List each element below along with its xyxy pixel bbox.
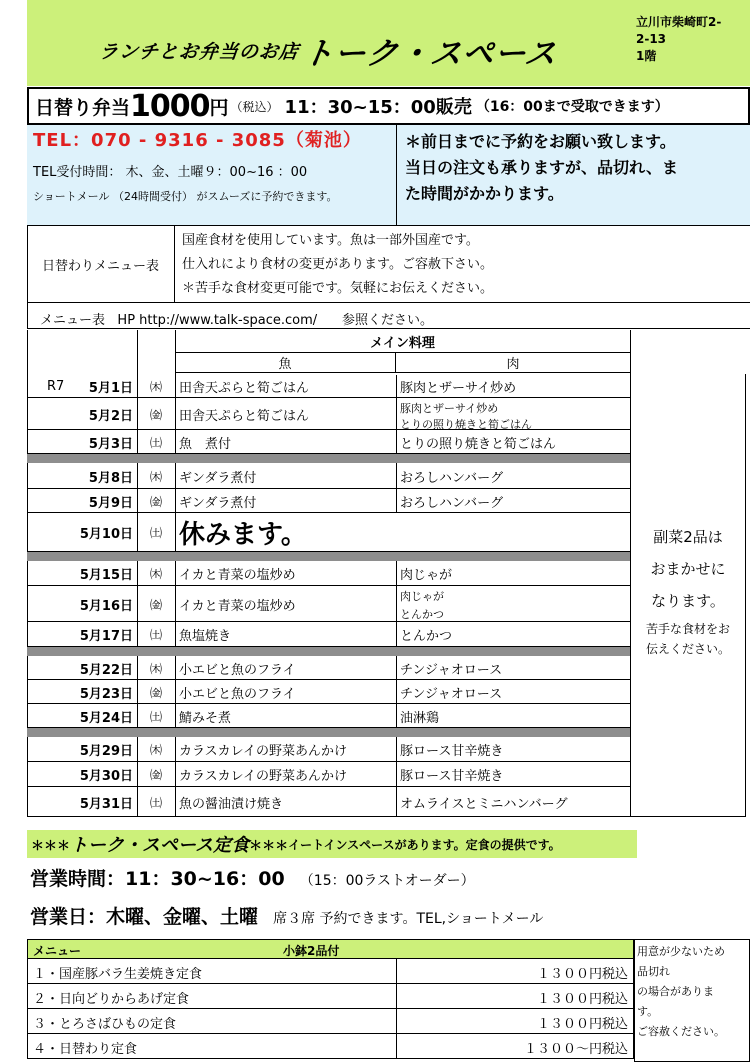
table-col-line	[396, 489, 397, 513]
row-meat: 豚肉とザーサイ炒め	[400, 381, 517, 396]
row-meat-alt: とんかつ	[400, 608, 444, 621]
row-date: 5月8日	[88, 470, 133, 486]
row-fish: イカと青菜の塩炒め	[179, 598, 296, 614]
row-day: ㈯	[149, 435, 162, 450]
side-line: おまかせに	[650, 560, 726, 578]
note-line: す。	[637, 1005, 659, 1018]
week-separator	[27, 552, 630, 561]
note-line: 品切れ	[637, 965, 670, 978]
price-label: 日替り弁当	[35, 96, 131, 119]
row-meat: おろしハンバーグ	[400, 470, 504, 486]
row-date: 5月9日	[88, 495, 133, 511]
row-fish: 田舎天ぷらと筍ごはん	[179, 381, 310, 396]
table-col-line	[396, 586, 397, 622]
row-date: 5月10日	[79, 527, 133, 542]
memo-text	[182, 229, 493, 301]
memo-label: 日替わりメニュー表	[27, 225, 175, 303]
table-col-line	[630, 330, 631, 375]
set-menu-header	[27, 939, 634, 959]
hp-url[interactable]: HP http://www.talk-space.com/	[117, 313, 318, 328]
table-col-line	[396, 375, 397, 398]
price-line	[27, 87, 750, 125]
memo-line: ＊苦手な食材変更可能です。気軽にお伝えください。	[182, 281, 493, 296]
set-menu-header-sub: 小鉢2品付	[283, 944, 340, 958]
notice-line: 当日の注文も承りますが、品切れ、ま	[405, 158, 678, 177]
table-col-line	[175, 330, 176, 817]
set-menu-name: ３・とろさばひもの定食	[33, 1017, 177, 1032]
meat-header: 肉	[396, 352, 630, 373]
notice-line: た時間がかかります。	[405, 184, 564, 203]
set-menu-row	[27, 1034, 634, 1059]
table-col-line	[396, 463, 397, 489]
row-date: 5月16日	[79, 598, 133, 614]
table-col-line	[396, 430, 397, 454]
row-date: 5月24日	[79, 710, 133, 726]
seats-note: 席３席 予約できます。TEL,ショートメール	[273, 911, 544, 927]
hours-label: 営業時間：11：30~16：00	[30, 868, 285, 890]
row-fish: 魚塩焼き	[179, 629, 232, 644]
table-col-line	[396, 737, 397, 762]
price-value: 1000	[130, 88, 210, 124]
contact-box	[27, 125, 396, 225]
row-meat-alt: とりの照り焼きと筍ごはん	[400, 418, 532, 431]
business-hours	[30, 864, 475, 891]
table-col-line	[396, 959, 397, 983]
row-meat: 肉じゃが	[400, 568, 453, 583]
side-line: 伝えください。	[645, 642, 730, 656]
row-day: ㈮	[149, 768, 162, 782]
price-tax: （税込）	[230, 99, 279, 114]
teishoku-name: トーク・スペース定食	[70, 835, 250, 856]
table-col-line	[396, 1009, 397, 1033]
address-line: 1階	[636, 49, 657, 63]
row-day: ㈭	[149, 743, 162, 757]
row-fish: カラスカレイの野菜あんかけ	[179, 769, 347, 784]
row-day: ㈮	[149, 597, 162, 612]
row-date: 5月29日	[79, 744, 133, 759]
table-col-line	[396, 704, 397, 728]
set-menu-row	[27, 1009, 634, 1034]
row-date: 5月22日	[79, 662, 133, 678]
set-menu-name: ４・日替わり定食	[33, 1042, 138, 1057]
set-menu-header-label: メニュー	[33, 944, 82, 958]
set-menu-name: １・国産豚バラ生姜焼き定食	[33, 967, 203, 982]
teishoku-desc: イートインスペースがあります。定食の提供です。	[288, 837, 561, 852]
business-days	[30, 902, 543, 929]
sms-note: ショートメール （24時間受付） がスムーズに予約できます。	[33, 190, 338, 203]
row-meat: 豚肉とザーサイ炒め	[400, 402, 499, 415]
teishoku-banner	[27, 830, 637, 858]
week-separator	[27, 454, 630, 463]
row-date: 5月1日	[88, 381, 133, 396]
hp-label: メニュー表	[40, 313, 106, 328]
table-col-line	[396, 561, 397, 586]
row-fish: イカと青菜の塩炒め	[179, 568, 296, 583]
row-day: ㈮	[149, 407, 162, 422]
row-day: ㈭	[149, 567, 162, 581]
note-line: ご容赦ください。	[637, 1025, 725, 1038]
set-menu-price: １３００円税込	[536, 1017, 628, 1032]
row-date: 5月2日	[88, 408, 133, 424]
row-meat: 油淋鶏	[400, 710, 440, 726]
shop-subtitle: ランチとお弁当のお店	[97, 40, 301, 63]
stars-left: ＊＊＊	[31, 838, 71, 854]
row-meat: 豚ロース甘辛焼き	[400, 744, 504, 759]
row-fish: カラスカレイの野菜あんかけ	[179, 744, 347, 759]
row-day: ㈯	[149, 628, 162, 642]
row-fish: 魚 煮付	[179, 436, 232, 452]
row-meat: 豚ロース甘辛焼き	[400, 769, 504, 784]
row-day: ㈮	[149, 685, 162, 700]
top-band	[27, 0, 750, 14]
row-fish: 鯖みそ煮	[179, 710, 232, 726]
note-line: 用意が少ないため	[637, 945, 725, 958]
row-fish: 小エビと魚のフライ	[179, 662, 296, 678]
notice-line: ＊前日までに予約をお願い致します。	[405, 132, 676, 151]
table-col-line	[396, 1034, 397, 1058]
row-day: ㈯	[149, 795, 162, 810]
side-line: 苦手な食材をお	[645, 622, 730, 636]
set-menu-row	[27, 959, 634, 984]
row-meat: チンジャオロース	[400, 686, 503, 702]
row-date: 5月17日	[79, 629, 133, 644]
week-separator	[27, 647, 630, 656]
tel-hours: TEL受付時間： 木、金、土曜９：00~16 ：00	[33, 165, 308, 180]
week-separator	[27, 728, 630, 737]
row-fish: 田舎天ぷらと筍ごはん	[179, 408, 310, 424]
days-label: 営業日：木曜、金曜、土曜	[30, 906, 259, 928]
row-meat: チンジャオロース	[400, 662, 503, 678]
row-day: ㈭	[149, 380, 162, 394]
shop-address	[630, 14, 750, 86]
table-col-line	[396, 762, 397, 787]
row-meat: オムライスとミニハンバーグ	[400, 796, 568, 812]
shop-title	[27, 14, 630, 86]
table-col-line	[396, 622, 397, 647]
table-col-line	[396, 656, 397, 680]
side-line: なります。	[651, 592, 725, 610]
row-date: 5月31日	[79, 796, 133, 812]
row-fish: ギンダラ煮付	[179, 470, 257, 486]
era-label: R7	[47, 379, 65, 394]
row-date: 5月15日	[79, 568, 133, 583]
main-dish-header: メイン料理	[370, 335, 435, 351]
row-day: ㈮	[149, 494, 162, 509]
last-order: （15：00ラストオーダー）	[299, 873, 475, 889]
row-date: 5月23日	[79, 686, 133, 702]
set-menu-name: ２・日向どりからあげ定食	[33, 992, 190, 1007]
memo-line: 国産食材を使用しています。魚は一部外国産です。	[182, 233, 479, 248]
row-meat: とりの照り焼きと筍ごはん	[400, 436, 557, 452]
row-day: ㈯	[149, 526, 162, 540]
price-yen: 円	[209, 96, 229, 119]
hp-suffix: 参照ください。	[341, 313, 433, 328]
set-menu-price: １３００～円税込	[523, 1042, 628, 1057]
address-line: 2-13	[636, 32, 667, 46]
reservation-notice	[396, 125, 750, 225]
row-meat: おろしハンバーグ	[400, 495, 504, 511]
note-line: の場合がありま	[637, 985, 714, 998]
set-menu-price: １３００円税込	[536, 967, 628, 982]
row-meat: とんかつ	[400, 629, 453, 644]
row-fish: ギンダラ煮付	[179, 495, 257, 511]
closed-notice: 休みます。	[179, 520, 307, 550]
row-day: ㈯	[149, 709, 162, 724]
side-line: 副菜2品は	[653, 528, 723, 546]
table-col-line	[396, 984, 397, 1008]
table-col-line	[396, 680, 397, 704]
set-menu-price: １３００円税込	[536, 992, 628, 1007]
homepage-line	[27, 303, 750, 329]
set-menu-row	[27, 984, 634, 1009]
row-meat: 肉じゃが	[400, 590, 444, 603]
address-line: 立川市柴崎町2-	[636, 15, 722, 29]
stars-right: ＊＊＊	[249, 838, 289, 854]
row-fish: 小エビと魚のフライ	[179, 686, 296, 702]
table-col-line	[396, 398, 397, 430]
side-dish-note	[630, 374, 746, 817]
set-menu-note	[634, 939, 750, 1062]
row-day: ㈭	[149, 661, 162, 676]
row-date: 5月30日	[79, 769, 133, 784]
row-date: 5月3日	[88, 436, 133, 452]
shop-name: トーク・スペース	[300, 35, 560, 72]
row-fish: 魚の醤油漬け焼き	[179, 796, 284, 812]
memo-line: 仕入れにより食材の変更があります。ご容赦下さい。	[182, 257, 493, 272]
fish-header: 魚	[175, 352, 396, 373]
sale-hours: 11：30~15：00販売	[284, 97, 472, 118]
table-col-line	[396, 787, 397, 817]
row-day: ㈭	[149, 469, 162, 484]
tel-number[interactable]: TEL：070 - 9316 - 3085（菊池）	[33, 130, 362, 151]
pickup-note: （16：00まで受取できます）	[475, 99, 669, 115]
